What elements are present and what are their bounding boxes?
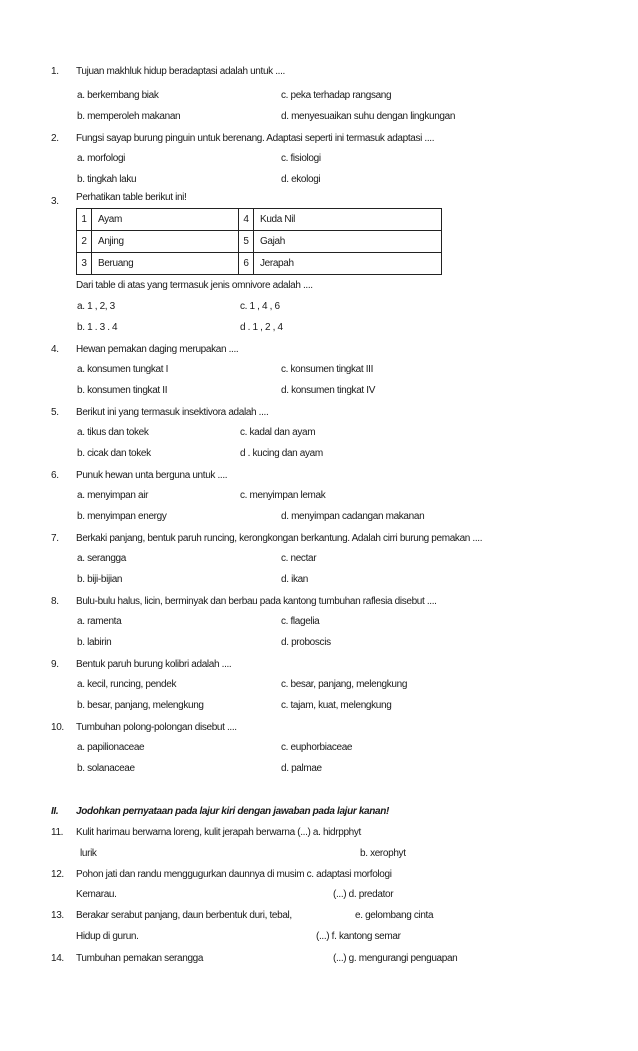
q9-option-a: a. kecil, runcing, pendek [77,679,177,690]
q14-number: 14. [51,953,64,964]
q8-option-d: d. proboscis [281,637,331,648]
table-cell: 4 [239,209,254,231]
q6-number: 6. [51,470,59,481]
q12-statement: Pohon jati dan randu menggugurkan daunnya di musim c. adaptasi morfologi [76,869,392,880]
q11-statement: Kulit harimau berwarna loreng, kulit jerapah berwarna (...) a. hidrpphyt [76,827,361,838]
q13-continuation: Hidup di gurun. [76,931,139,942]
q5-option-c: c. kadal dan ayam [240,427,316,438]
q11-continuation: lurik [80,848,97,859]
table-cell: 2 [77,231,92,253]
table-cell: 1 [77,209,92,231]
q1-number: 1. [51,66,59,77]
q4-option-a: a. konsumen tungkat I [77,364,169,375]
q4-option-d: d. konsumen tingkat IV [281,385,376,396]
q4-number: 4. [51,344,59,355]
q3-option-a: a. 1 , 2, 3 [77,301,115,312]
q7-option-d: d. ikan [281,574,309,585]
q4-option-c: c. konsumen tingkat III [281,364,373,375]
table-cell: Anjing [92,231,239,253]
section-number: II. [51,806,59,817]
q5-option-a: a. tikus dan tokek [77,427,149,438]
table-cell: Gajah [254,231,442,253]
match-option-f: (...) f. kantong semar [316,931,401,942]
q4-question: Hewan pemakan daging merupakan .... [76,344,239,355]
q1-question: Tujuan makhluk hidup beradaptasi adalah untuk .... [76,66,285,77]
q2-question: Fungsi sayap burung pinguin untuk berenang. Adaptasi seperti ini termasuk adaptasi .... [76,133,435,144]
q10-question: Tumbuhan polong-polongan disebut .... [76,722,237,733]
q7-option-b: b. biji-bijian [77,574,123,585]
q7-question: Berkaki panjang, bentuk paruh runcing, kerongkongan berkantung. Adalah cirri burung pemakan .... [76,533,483,544]
q1-option-b: b. memperoleh makanan [77,111,181,122]
q9-question: Bentuk paruh burung kolibri adalah .... [76,659,232,670]
table-row [77,209,442,231]
q5-option-d: d . kucing dan ayam [240,448,323,459]
q6-option-c: c. menyimpan lemak [240,490,326,501]
q9-option-c: c. besar, panjang, melengkung [281,679,408,690]
q2-option-a: a. morfologi [77,153,126,164]
q7-option-a: a. serangga [77,553,126,564]
q14-statement: Tumbuhan pemakan serangga [76,953,204,964]
q3-number: 3. [51,196,59,207]
q9-number: 9. [51,659,59,670]
section-instruction: Jodohkan pernyataan pada lajur kiri dengan jawaban pada lajur kanan! [76,806,389,817]
table-cell: Kuda Nil [254,209,442,231]
q1-option-a: a. berkembang biak [77,90,159,101]
q7-number: 7. [51,533,59,544]
q11-number: 11. [51,827,64,838]
q3-question: Perhatikan table berikut ini! [76,192,187,203]
q8-option-c: c. flagelia [281,616,320,627]
q6-option-d: d. menyimpan cadangan makanan [281,511,425,522]
q5-number: 5. [51,407,59,418]
table-cell: Ayam [92,209,239,231]
q13-statement: Berakar serabut panjang, daun berbentuk duri, tebal, [76,910,292,921]
match-option-d: (...) d. predator [333,889,394,900]
q1-option-c: c. peka terhadap rangsang [281,90,392,101]
q7-option-c: c. nectar [281,553,317,564]
q10-option-d: d. palmae [281,763,322,774]
q6-option-b: b. menyimpan energy [77,511,167,522]
q9-option-b: b. besar, panjang, melengkung [77,700,204,711]
q2-option-c: c. fisiologi [281,153,321,164]
q10-option-c: c. euphorbiaceae [281,742,353,753]
q8-number: 8. [51,596,59,607]
q3-followup: Dari table di atas yang termasuk jenis omnivore adalah .... [76,280,313,291]
q8-option-a: a. ramenta [77,616,122,627]
table-cell: Beruang [92,253,239,275]
animal-table [76,208,442,275]
table-row [77,253,442,275]
q8-question: Bulu-bulu halus, licin, berminyak dan berbau pada kantong tumbuhan raflesia disebut .... [76,596,437,607]
table-row [77,231,442,253]
q2-number: 2. [51,133,59,144]
match-option-b: b. xerophyt [360,848,406,859]
table-cell: Jerapah [254,253,442,275]
q2-option-d: d. ekologi [281,174,321,185]
q2-option-b: b. tingkah laku [77,174,137,185]
q5-option-b: b. cicak dan tokek [77,448,151,459]
q12-continuation: Kemarau. [76,889,117,900]
q6-question: Punuk hewan unta berguna untuk .... [76,470,228,481]
q6-option-a: a. menyimpan air [77,490,149,501]
q8-option-b: b. labirin [77,637,112,648]
q10-option-b: b. solanaceae [77,763,135,774]
q3-option-d: d . 1 , 2 , 4 [240,322,283,333]
q3-option-b: b. 1 . 3 . 4 [77,322,118,333]
q10-option-a: a. papilionaceae [77,742,145,753]
q3-option-c: c. 1 , 4 , 6 [240,301,280,312]
q4-option-b: b. konsumen tingkat II [77,385,168,396]
match-option-g: (...) g. mengurangi penguapan [333,953,458,964]
table-cell: 5 [239,231,254,253]
q13-number: 13. [51,910,64,921]
match-option-e: e. gelombang cinta [355,910,434,921]
q9-option-d: c. tajam, kuat, melengkung [281,700,392,711]
q12-number: 12. [51,869,64,880]
q5-question: Berikut ini yang termasuk insektivora adalah .... [76,407,269,418]
q1-option-d: d. menyesuaikan suhu dengan lingkungan [281,111,456,122]
table-cell: 3 [77,253,92,275]
table-cell: 6 [239,253,254,275]
q10-number: 10. [51,722,64,733]
